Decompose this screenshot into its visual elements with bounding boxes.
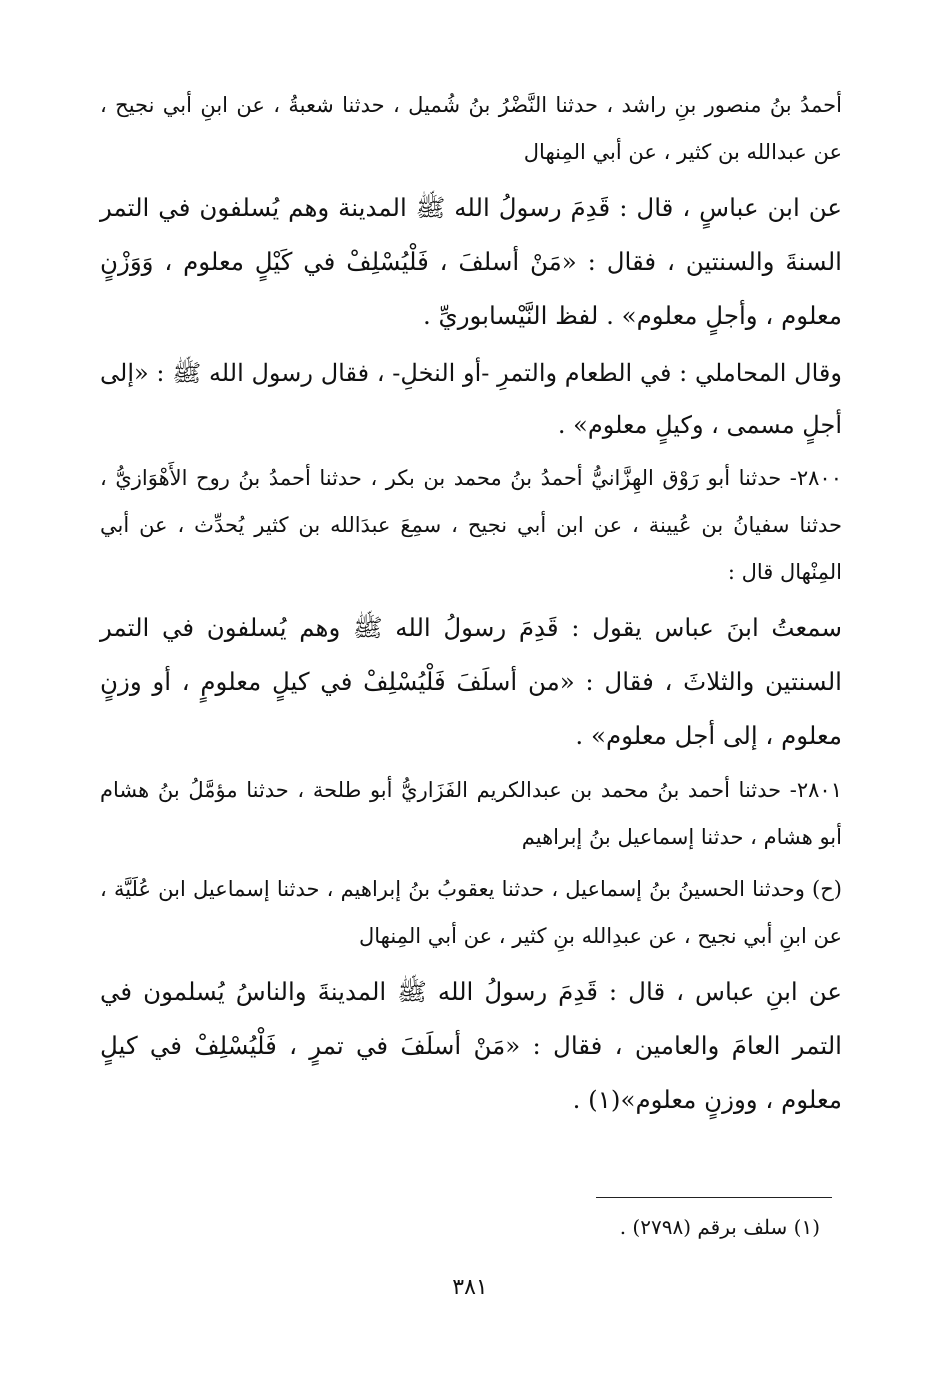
hadith-text-paragraph-2800: سمعتُ ابنَ عباس يقول : قَدِمَ رسولُ الله ﷺ وهم يُسلفون في التمر السنتين والثلاثَ ، فقال : «من أسلَفَ فَلْيُسْلِفْ في كيلٍ معلومٍ ، أو وزنٍ معلوم ، إلى أجل معلوم» . [100,613,842,750]
isnad-paragraph-2801-second-chain: (ح) وحدثنا الحسينُ بنُ إسماعيل ، حدثنا يعقوبُ بنُ إبراهيم ، حدثنا إسماعيل ابن عُلَيَّة ، عن ابنِ أبي نجيح ، عن عبدِالله بنِ كثير ، عن أبي المِنهال [100,877,842,948]
narration-note-paragraph: وقال المحاملي : في الطعام والتمرِ -أو النخلِ- ، فقال رسول الله ﷺ : «إلى أجلٍ مسمى ، وكيلٍ معلوم» . [100,359,842,439]
hadith-text-paragraph: عن ابن عباسٍ ، قال : قَدِمَ رسولُ الله ﷺ المدينة وهم يُسلفون في التمر السنةَ والسنتين ، فقال : «مَنْ أسلفَ ، فَلْيُسْلِفْ في كَيْلٍ معلوم ، وَوَزْنٍ معلوم ، وأجلٍ معلوم» . لفظ النَّيْسابوريِّ . [100,193,842,330]
hadith-text-paragraph-2801: عن ابنِ عباس ، قال : قَدِمَ رسولُ الله ﷺ المدينةَ والناسُ يُسلمون في التمر العامَ والعامين ، فقال : «مَنْ أسلَفَ في تمرٍ ، فَلْيُسْلِفْ في كيلٍ معلوم ، ووزنٍ معلوم»(١) . [100,977,842,1114]
footnote: (١) سلف برقم (٢٧٩٨) . [619,1215,820,1239]
isnad-paragraph-2800: ٢٨٠٠- حدثنا أبو رَوْق الهِزَّانيُّ أحمدُ بنُ محمد بن بكر ، حدثنا أحمدُ بنُ روح الأَهْوَازيُّ ، حدثنا سفيانُ بن عُيينة ، عن ابن أبي نجيح ، سمِعَ عبدَالله بن كثير يُحدِّث ، عن أبي المِنْهال قال : [100,466,842,584]
footnote-separator [596,1197,832,1198]
isnad-paragraph-2801: ٢٨٠١- حدثنا أحمد بنُ محمد بن عبدالكريم الفَزَاريُّ أبو طلحة ، حدثنا مؤمَّلُ بنُ هشام أبو هشام ، حدثنا إسماعيل بنُ إبراهيم [100,778,842,849]
isnad-paragraph: أحمدُ بنُ منصور بنِ راشد ، حدثنا النَّضْرُ بنُ شُميل ، حدثنا شعبةُ ، عن ابنِ أبي نجيح ، عن عبدالله بن كثير ، عن أبي المِنهال [100,93,842,164]
page-body [100,82,842,1131]
page-number: ٣٨١ [452,1275,488,1300]
